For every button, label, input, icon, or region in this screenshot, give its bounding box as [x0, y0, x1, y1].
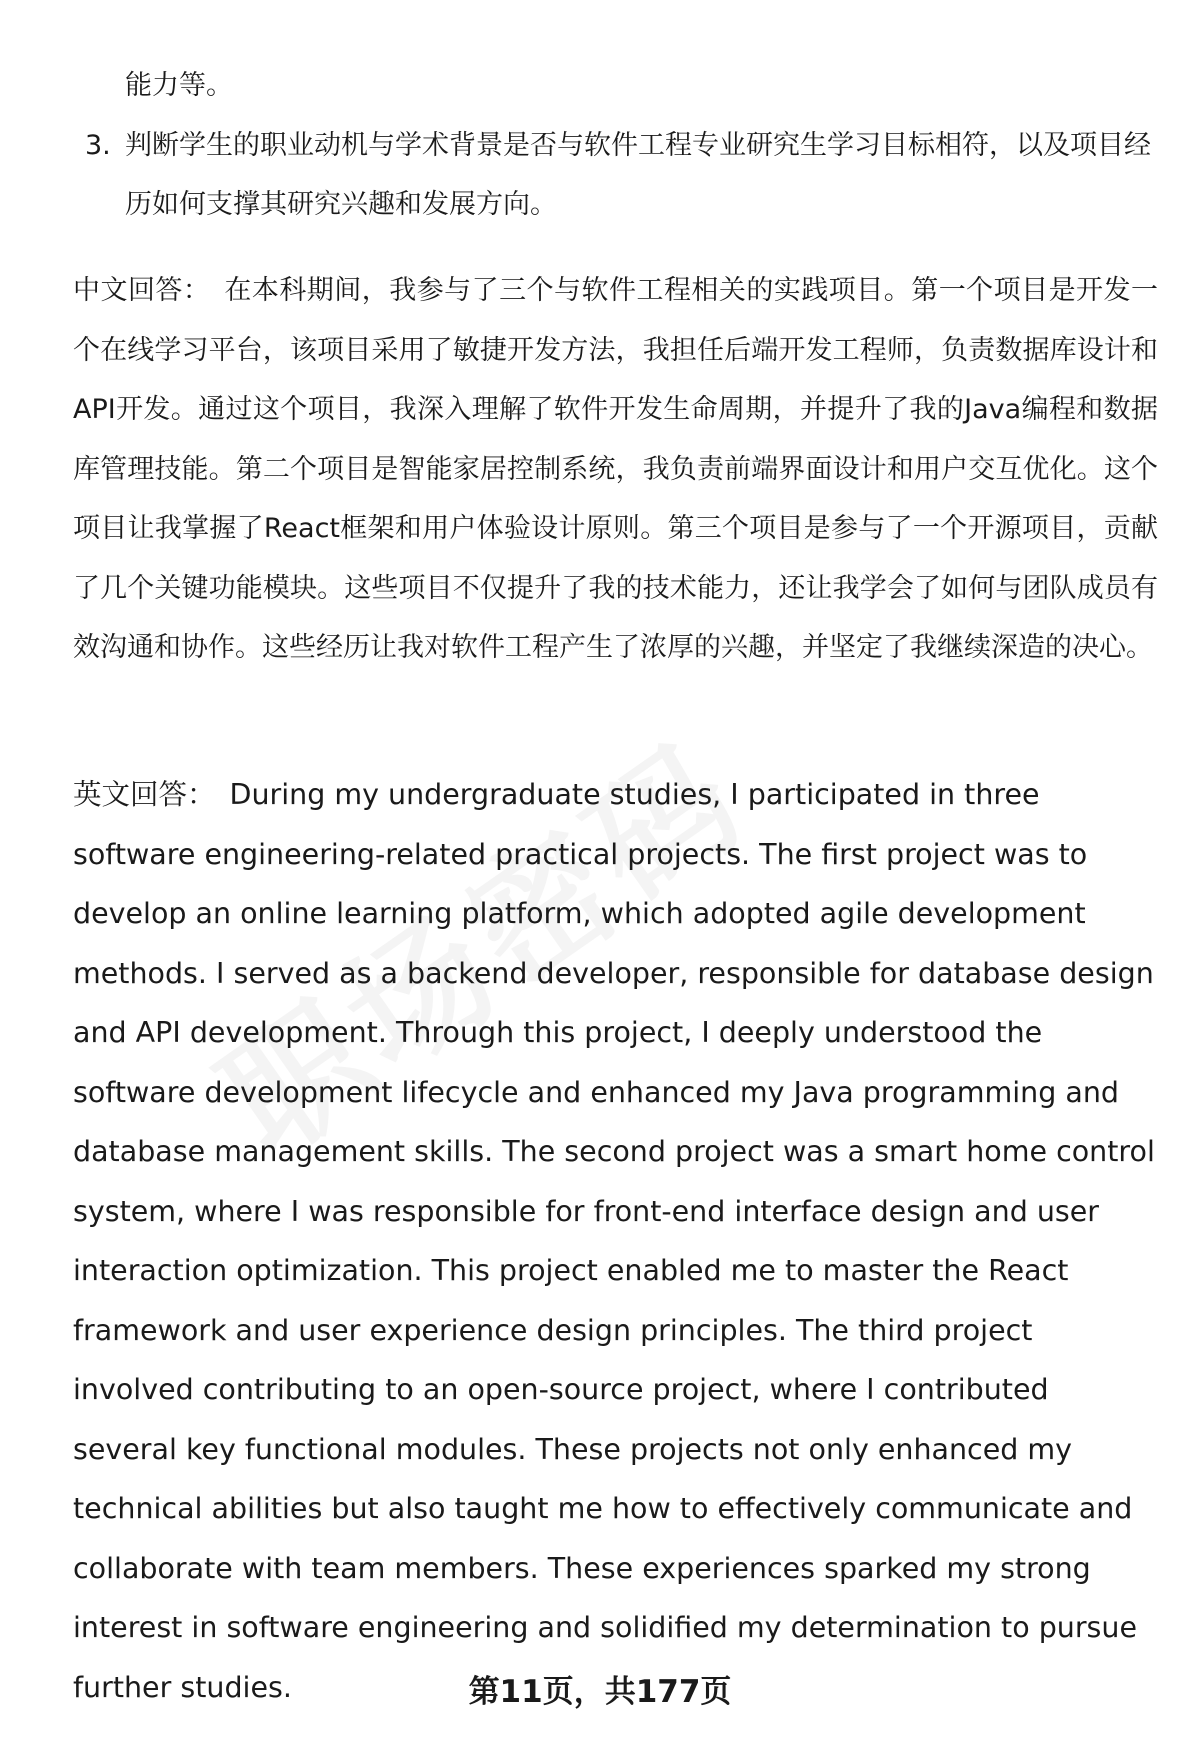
english-answer-text: During my undergraduate studies, I participated in three software engineering-related practical projects. The first project was to develop an online learning platform, which adopted agile development methods. I served as a backend developer, responsible for database design and API development. Through this project, I deeply understood the software development lifecycle and enhanced my Java programming and database management skills. The second project was a smart home control system, where I was responsible for front-end interface design and user interaction optimization. This project enabled me to master the React framework and user experience design principles. The third project involved contributing to an open-source project, where I contributed several key functional modules. These projects not only enhanced my technical abilities but also taught me how to effectively communicate and collaborate with team members. These experiences sparked my strong interest in software engineering and solidified my determination to pursue further studies. — [73, 778, 1155, 1704]
english-answer-label: 英文回答： — [73, 778, 216, 811]
chinese-answer-paragraph — [73, 261, 1158, 678]
chinese-answer-text: 在本科期间，我参与了三个与软件工程相关的实践项目。第一个项目是开发一个在线学习平台，该项目采用了敏捷开发方法，我担任后端开发工程师，负责数据库设计和API开发。通过这个项目，我深入理解了软件开发生命周期，并提升了我的Java编程和数据库管理技能。第二个项目是智能家居控制系统，我负责前端界面设计和用户交互优化。这个项目让我掌握了React框架和用户体验设计原则。第三个项目是参与了一个开源项目，贡献了几个关键功能模块。这些项目不仅提升了我的技术能力，还让我学会了如何与团队成员有效沟通和协作。这些经历让我对软件工程产生了浓厚的兴趣，并坚定了我继续深造的决心。 — [73, 275, 1159, 663]
list-number: 3. — [85, 130, 111, 161]
chinese-answer-label: 中文回答： — [73, 275, 211, 306]
page-number-footer: 第11页，共177页 — [468, 1674, 732, 1710]
english-answer-paragraph — [73, 765, 1158, 1717]
list-item-3 — [85, 116, 1155, 234]
list-item-text: 判断学生的职业动机与学术背景是否与软件工程专业研究生学习目标相符，以及项目经历如何支撑其研究兴趣和发展方向。 — [125, 130, 1151, 220]
continued-text-line: 能力等。 — [125, 70, 233, 101]
